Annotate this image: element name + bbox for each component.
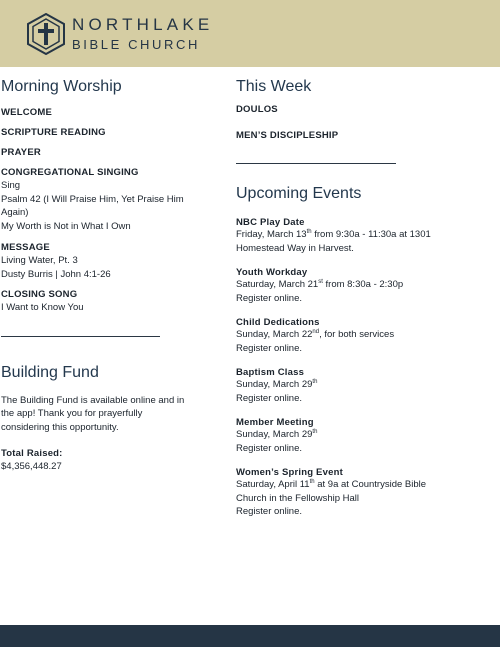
message-label: MESSAGE xyxy=(1,242,50,253)
footer-bar xyxy=(0,625,500,647)
song-item: My Worth is Not in What I Own xyxy=(1,220,131,232)
event-name: Women’s Spring Event xyxy=(236,467,343,478)
event-item xyxy=(236,217,486,255)
building-fund-text: The Building Fund is available online and in the app! Thank you for prayerfully considering this opportunity. xyxy=(1,394,185,433)
event-item xyxy=(236,467,486,519)
divider xyxy=(236,163,396,164)
this-week-item: MEN’S DISCIPLESHIP xyxy=(236,130,339,141)
closing-song: I Want to Know You xyxy=(1,302,84,313)
header-banner xyxy=(0,0,500,67)
event-item xyxy=(236,367,486,405)
event-register-note: Register online. xyxy=(236,292,303,304)
event-details: Saturday, March 21st from 8:30a - 2:30p xyxy=(236,279,404,290)
message-speaker: Dusty Burris | John 4:1-26 xyxy=(1,268,111,280)
divider xyxy=(1,336,160,337)
event-details: Saturday, April 11th at 9a at Countryside Bible Church in the Fellowship Hall xyxy=(236,479,427,504)
total-raised-value: $4,356,448.27 xyxy=(1,461,62,472)
brand-subtitle: BIBLE CHURCH xyxy=(72,37,200,52)
this-week-item: DOULOS xyxy=(236,104,278,115)
cross-hexagon-icon xyxy=(27,13,65,55)
building-fund-heading: Building Fund xyxy=(1,363,99,381)
right-column xyxy=(236,78,486,519)
event-details: Sunday, March 29th xyxy=(236,429,318,440)
event-name: NBC Play Date xyxy=(236,217,305,228)
event-register-note: Register online. xyxy=(236,392,303,404)
event-name: Youth Workday xyxy=(236,267,308,278)
event-name: Baptism Class xyxy=(236,367,305,378)
event-item xyxy=(236,417,486,455)
closing-song-label: CLOSING SONG xyxy=(1,289,78,300)
song-item: Sing xyxy=(1,180,21,191)
song-item: Psalm 42 (I Will Praise Him, Yet Praise Him Again) xyxy=(1,193,184,218)
event-details: Sunday, March 22nd, for both services xyxy=(236,329,395,340)
event-name: Member Meeting xyxy=(236,417,314,428)
prayer-label: PRAYER xyxy=(1,147,41,158)
left-column xyxy=(1,78,226,474)
event-name: Child Dedications xyxy=(236,317,320,328)
event-details: Friday, March 13th from 9:30a - 11:30a at 1301 Homestead Way in Harvest. xyxy=(236,229,431,254)
morning-worship-heading: Morning Worship xyxy=(1,78,122,95)
event-item xyxy=(236,317,486,355)
brand-name: NORTHLAKE xyxy=(72,15,214,34)
event-register-note: Register online. xyxy=(236,506,303,517)
welcome-label: WELCOME xyxy=(1,107,53,118)
event-details: Sunday, March 29th xyxy=(236,379,318,390)
event-register-note: Register online. xyxy=(236,342,303,354)
singing-label: CONGREGATIONAL SINGING xyxy=(1,167,139,178)
total-raised-label: Total Raised: xyxy=(1,448,63,459)
this-week-heading: This Week xyxy=(236,78,312,95)
upcoming-events-heading: Upcoming Events xyxy=(236,185,362,202)
event-register-note: Register online. xyxy=(236,442,303,454)
scripture-label: SCRIPTURE READING xyxy=(1,127,106,138)
message-title: Living Water, Pt. 3 xyxy=(1,255,78,266)
event-item xyxy=(236,267,486,305)
song-list xyxy=(1,179,201,233)
